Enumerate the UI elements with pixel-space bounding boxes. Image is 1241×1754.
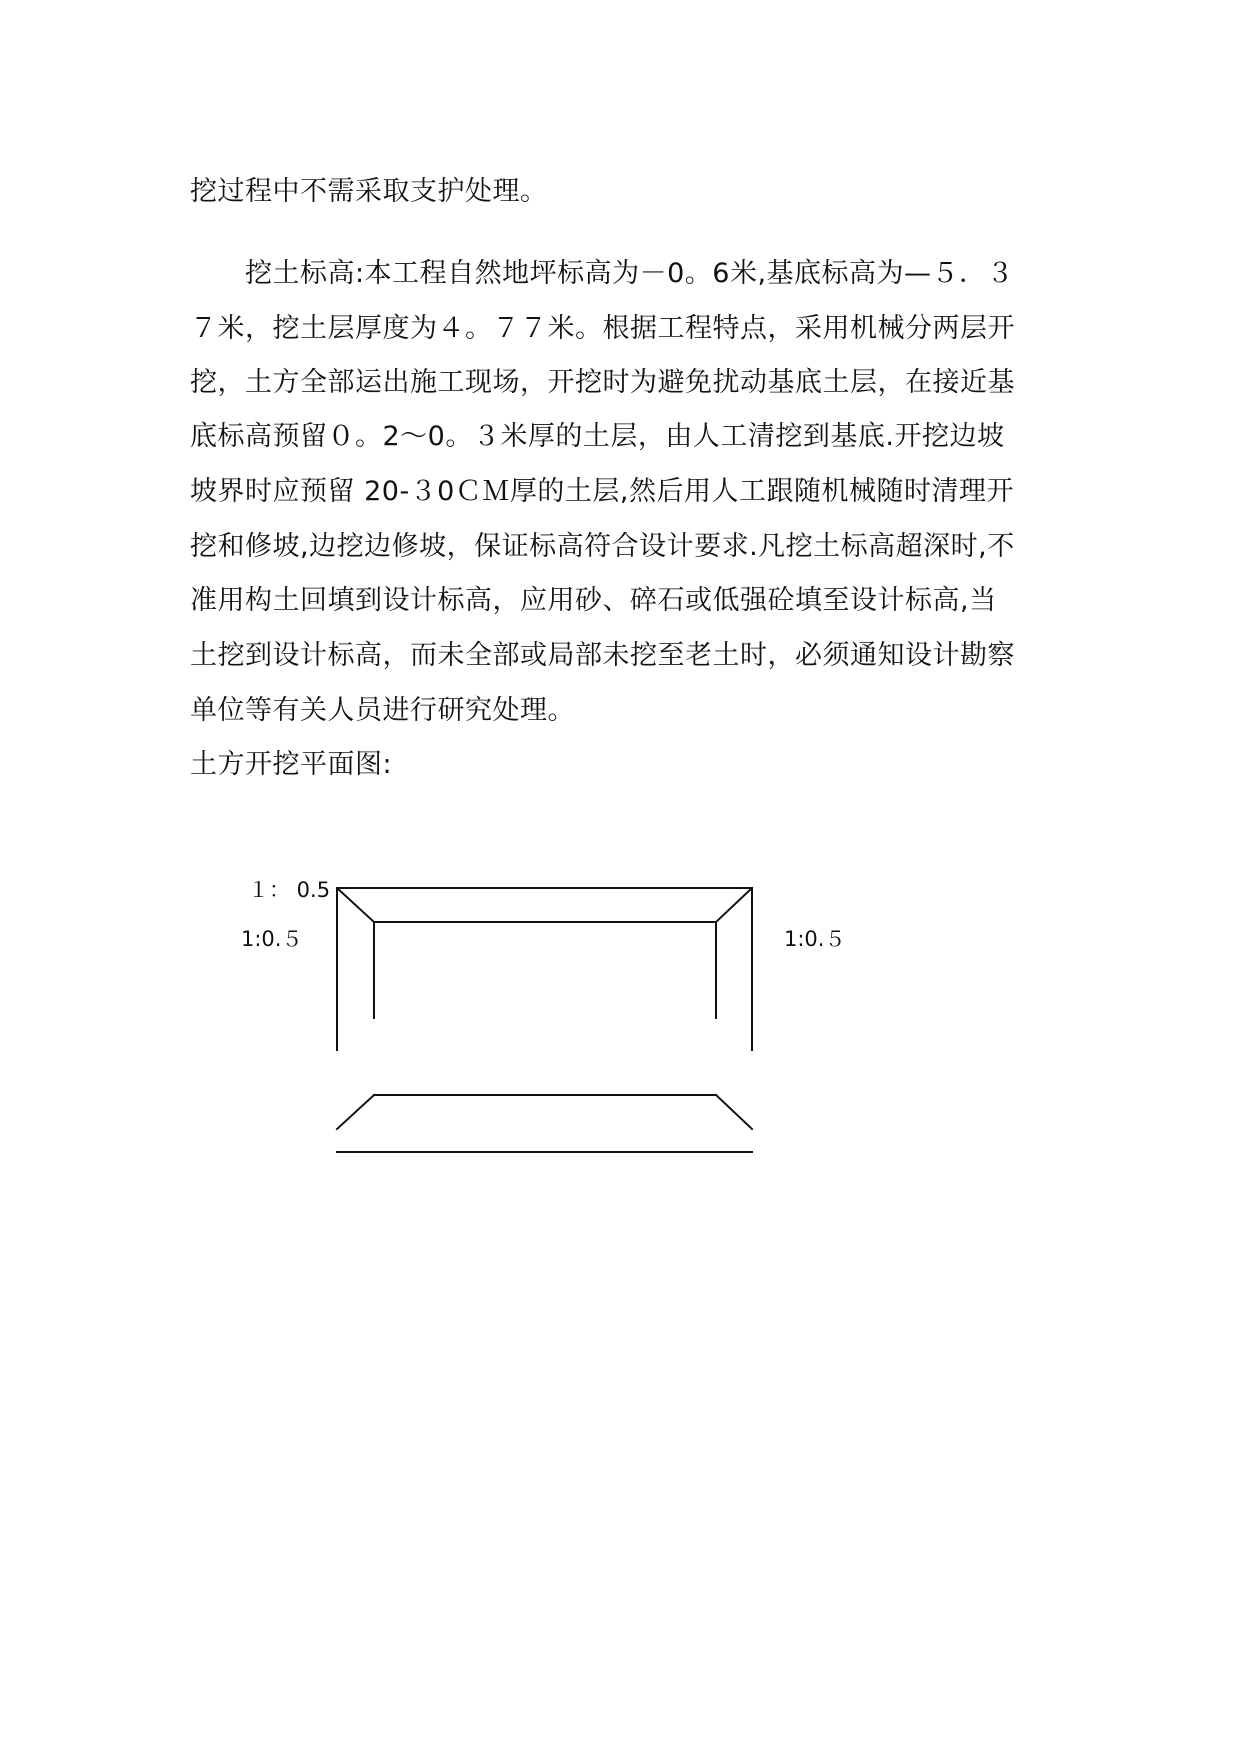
paragraph-line: 准用构土回填到设计标高，应用砂、碎石或低强砼填至设计标高,当 — [190, 585, 997, 616]
slope-ratio-label-right: 1:0.５ — [784, 927, 846, 951]
paragraph-line: 挖土标高:本工程自然地坪标高为－0。6米,基底标高为—５．３ — [190, 258, 1015, 289]
slope-ratio-label-top-left: １： 0.5 — [248, 878, 331, 902]
paragraph-line: ７米，挖土层厚度为４。７７米。根据工程特点，采用机械分两层开 — [190, 313, 1015, 344]
paragraph-line: 挖，土方全部运出施工现场，开挖时为避免扰动基底土层，在接近基 — [190, 367, 1015, 398]
paragraph-line: 坡界时应预留 20-３0ＣＭ厚的土层,然后用人工跟随机械随时清理开 — [190, 476, 1014, 507]
figure-caption: 土方开挖平面图: — [190, 749, 393, 780]
slope-corner-bottom-right — [716, 1095, 752, 1129]
paragraph-line: 底标高预留０。2～0。３米厚的土层，由人工清挖到基底.开挖边坡 — [190, 421, 1005, 452]
paragraph-line: 挖和修坡,边挖边修坡，保证标高符合设计要求.凡挖土标高超深时,不 — [190, 531, 1015, 562]
slope-ratio-label-left: 1:0.５ — [241, 927, 303, 951]
slope-corner-top-right — [716, 888, 752, 922]
slope-corner-top-left — [337, 888, 374, 922]
paragraph-line: 单位等有关人员进行研究处理。 — [190, 695, 575, 726]
paragraph-line: 挖过程中不需采取支护处理。 — [190, 176, 548, 207]
paragraph-line: 土挖到设计标高，而未全部或局部未挖至老土时，必须通知设计勘察 — [190, 640, 1015, 671]
slope-corner-bottom-left — [337, 1095, 374, 1129]
